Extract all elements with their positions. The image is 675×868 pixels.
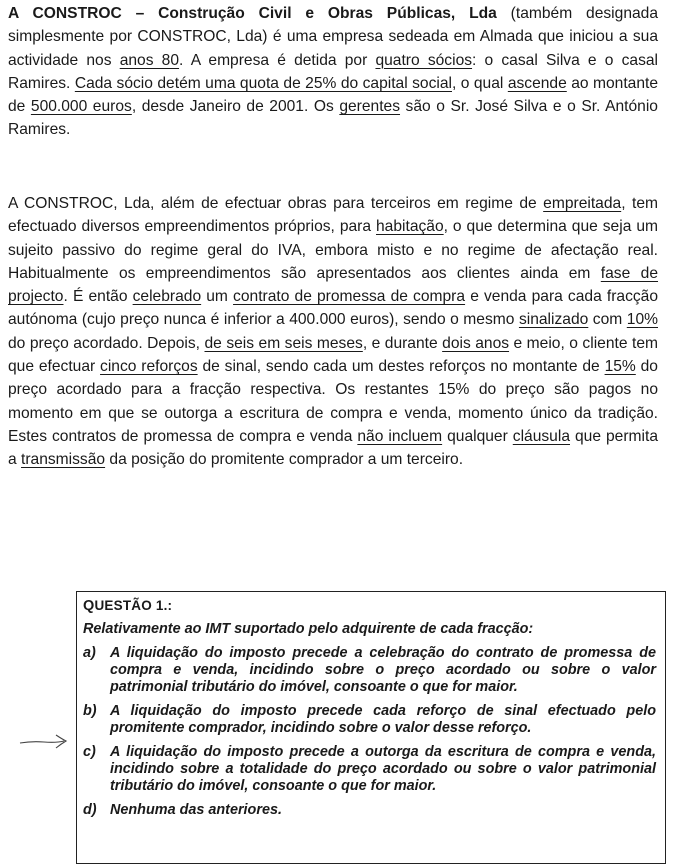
text-span: . É então	[63, 288, 133, 306]
text-span: da posição do promitente comprador a um terceiro.	[105, 451, 464, 469]
underlined-text: quatro sócios	[375, 51, 473, 69]
text-span: e meio, o cliente tem que efectuar	[8, 334, 658, 376]
underlined-text: contrato de promessa de compra	[233, 288, 466, 306]
underlined-text: empreitada	[543, 195, 622, 212]
underlined-text: 15%	[604, 358, 636, 376]
underlined-text: 10%	[626, 311, 658, 329]
text-span: ao montante de	[8, 74, 659, 116]
text-span: que permita a	[8, 427, 658, 469]
text-span: , desde Janeiro de 2001. Os	[131, 98, 340, 116]
option-c	[83, 744, 656, 795]
underlined-text: Cada sócio detém uma quota de 25% do capital social	[74, 74, 452, 92]
question-stem: Relativamente ao IMT suportado pelo adquirente de cada fracção:	[83, 621, 534, 637]
underlined-text: gerentes	[339, 98, 401, 116]
text-span: . A empresa é detida por	[179, 51, 376, 69]
option-text: Nenhuma das anteriores.	[110, 802, 282, 818]
underlined-text: cláusula	[512, 427, 570, 445]
company-name: A CONSTROC – Construção Civil e Obras Públicas, Lda	[8, 5, 497, 22]
underlined-text: fase de projecto	[8, 264, 659, 306]
paragraph-operations	[8, 192, 658, 472]
text-span: do preço acordado. Depois,	[8, 334, 205, 352]
underlined-text: dois anos	[442, 334, 510, 352]
text-span: qualquer	[442, 427, 513, 445]
question-title-rest: UESTÃO 1.:	[94, 598, 173, 613]
question-title-initial: Q	[83, 598, 95, 614]
text-span: (também designada simplesmente por CONSTROC, Lda) é uma empresa sedeada em Almada que iniciou a sua actividade nos	[8, 5, 659, 69]
text-span: de sinal, sendo cada um destes reforços no montante de	[197, 358, 605, 376]
underlined-text: cinco reforços	[100, 358, 198, 376]
underlined-text: ascende	[507, 74, 567, 92]
text-span: e venda para cada fracção autónoma (cujo preço nunca é inferior a 400.000 euros), sendo o mesmo	[8, 288, 659, 329]
text-span: um	[201, 288, 234, 306]
paragraph-company-intro	[8, 2, 658, 142]
question-box	[76, 591, 666, 864]
underlined-text: de seis em seis meses	[204, 334, 363, 352]
option-text: A liquidação do imposto precede cada reforço de sinal efectuado pelo promitente comprador, incidindo sobre o valor desse reforço.	[110, 703, 656, 736]
option-a	[83, 645, 656, 696]
underlined-text: sinalizado	[518, 311, 589, 329]
option-text: A liquidação do imposto precede a celebração do contrato de promessa de compra e venda, incidindo sobre o preço acordado ou sobre o valor patrimonial tributário do imóvel, consoante o que for maior.	[110, 645, 656, 695]
underlined-text: celebrado	[132, 288, 202, 306]
underlined-text: 500.000 euros	[30, 98, 132, 116]
option-letter: c)	[83, 744, 96, 760]
underlined-text: habitação	[376, 218, 444, 236]
option-letter: a)	[83, 645, 96, 661]
text-span: , o qual	[452, 74, 508, 92]
text-span: com	[588, 311, 627, 329]
text-span: , tem efectuado diversos empreendimentos próprios, para	[8, 195, 658, 236]
text-span: do preço acordado para a fracção respectiva. Os restantes 15% do preço são pagos no momento em que se outorga a escritura de compra e venda, momento único da tradição. Estes contratos de promessa de compra e venda	[8, 358, 658, 445]
underlined-text: anos 80	[119, 51, 180, 69]
option-d	[83, 802, 656, 819]
question-title	[83, 597, 656, 615]
handwritten-arrow-icon	[18, 732, 70, 750]
text-span: A CONSTROC, Lda, além de efectuar obras para terceiros em regime de	[8, 195, 544, 212]
underlined-text: transmissão	[21, 451, 106, 469]
option-b	[83, 703, 656, 737]
text-span: são o Sr. José Silva e o Sr. António Ramires.	[8, 98, 658, 139]
option-text: A liquidação do imposto precede a outorga da escritura de compra e venda, incidindo sobre a totalidade do preço acordado ou sobre o valor patrimonial tributário do imóvel, consoante o que for maior.	[110, 744, 656, 794]
underlined-text: não incluem	[357, 427, 443, 445]
text-span: , o que determina que seja um sujeito passivo do regime geral do IVA, embora misto e no regime de afectação real. Habitualmente os empreendimentos são apresentados aos clientes ainda em	[8, 218, 658, 282]
option-letter: b)	[83, 703, 97, 719]
text-span: , e durante	[362, 334, 443, 352]
option-letter: d)	[83, 802, 97, 818]
text-span: : o casal Silva e o casal Ramires.	[8, 51, 659, 92]
